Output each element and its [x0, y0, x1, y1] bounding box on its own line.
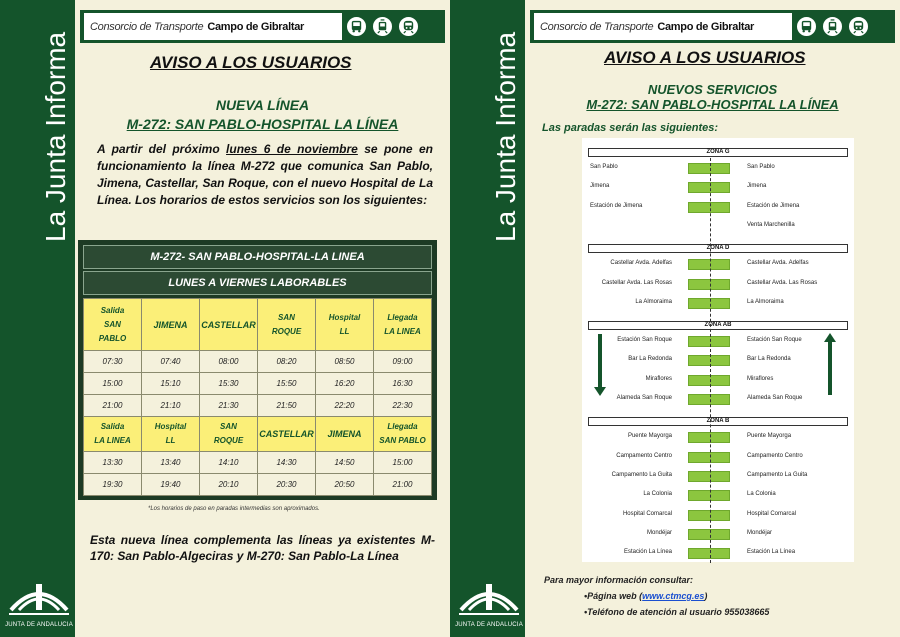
schedule-header-cell: CASTELLAR — [258, 417, 316, 452]
aviso-heading: AVISO A LOS USUARIOS — [604, 48, 806, 67]
stop-marker — [688, 510, 730, 521]
schedule-header-cell: Salida SAN PABLO — [84, 299, 142, 351]
time-cell: 21:50 — [258, 395, 316, 417]
time-cell: 15:00 — [84, 373, 142, 395]
table-row — [84, 373, 432, 395]
stop-marker — [688, 259, 730, 270]
time-cell: 20:50 — [316, 474, 374, 496]
junta-logo — [5, 570, 73, 632]
stop-marker — [688, 336, 730, 347]
stop-marker — [688, 163, 730, 174]
header-banner — [80, 10, 445, 43]
stop-marker — [688, 471, 730, 482]
right-panel — [450, 0, 900, 637]
aviso-heading: AVISO A LOS USUARIOS — [150, 53, 352, 72]
stop-name-return: Estación de Jimena — [747, 202, 800, 209]
stop-name-outbound: La Almoraima — [635, 298, 672, 305]
stop-name-outbound: Campamento Centro — [616, 452, 672, 459]
sidebar-title: La Junta Informa — [490, 31, 521, 242]
zone-label: ZONA D — [588, 244, 848, 253]
schedule-header-cell: Salida LA LINEA — [84, 417, 142, 452]
time-cell: 14:10 — [200, 452, 258, 474]
time-cell: 14:30 — [258, 452, 316, 474]
time-cell: 08:00 — [200, 351, 258, 373]
stop-name-outbound: San Pablo — [590, 164, 618, 170]
time-cell: 22:20 — [316, 395, 374, 417]
stop-name-outbound: Estación de Jimena — [590, 202, 643, 209]
stop-name-return: Miraflores — [747, 375, 774, 382]
stop-name-return: San Pablo — [747, 164, 775, 170]
schedule-header-cell: Hospital LL — [316, 299, 374, 351]
stop-name-outbound: Estación San Roque — [617, 337, 672, 344]
time-cell: 21:00 — [84, 395, 142, 417]
sidebar-title: La Junta Informa — [40, 31, 71, 242]
stop-name-return: Estación San Roque — [747, 337, 802, 344]
schedule-header-row — [84, 299, 432, 351]
time-cell: 19:40 — [142, 474, 200, 496]
stop-name-outbound: Hospital Comarcal — [622, 510, 672, 517]
stop-name-return: Puente Mayorga — [747, 433, 792, 440]
time-cell: 15:10 — [142, 373, 200, 395]
stop-name-outbound: Jimena — [590, 183, 610, 190]
banner-region: Campo de Gibraltar — [657, 20, 755, 33]
arrow-up-icon — [824, 333, 836, 342]
table-row — [84, 474, 432, 496]
stop-marker — [688, 394, 730, 405]
stop-marker — [688, 432, 730, 443]
stop-name-return: Venta Marchenilla — [747, 221, 795, 228]
bus-icon — [795, 15, 818, 38]
time-cell: 20:30 — [258, 474, 316, 496]
time-cell: 08:50 — [316, 351, 374, 373]
junta-emblem-icon — [5, 570, 73, 618]
stop-name-return: Bar La Redonda — [747, 356, 791, 363]
arrow-down-icon — [594, 387, 606, 396]
stop-marker — [688, 355, 730, 366]
info-web: •Página web (www.ctmcg.es) — [584, 591, 708, 601]
schedule-header-cell: Llegada LA LINEA — [374, 299, 432, 351]
schedule-header-cell: Hospital LL — [142, 417, 200, 452]
tram-icon — [821, 15, 844, 38]
time-cell: 21:30 — [200, 395, 258, 417]
logo-text: JUNTA DE ANDALUCIA — [5, 622, 73, 628]
stop-name-outbound: Castellar Avda. Las Rosas — [601, 279, 672, 286]
stop-name-return: Castellar Avda. Las Rosas — [747, 279, 818, 286]
schedule-header-cell: SAN ROQUE — [258, 299, 316, 351]
train-icon — [397, 15, 420, 38]
zone-label: ZONA B — [588, 417, 848, 426]
banner-region: Campo de Gibraltar — [207, 20, 305, 33]
bus-icon — [345, 15, 368, 38]
time-cell: 22:30 — [374, 395, 432, 417]
table-row — [84, 452, 432, 474]
schedule-table — [78, 240, 437, 500]
stop-marker — [688, 548, 730, 559]
stop-marker — [688, 529, 730, 540]
time-cell: 15:00 — [374, 452, 432, 474]
time-cell: 14:50 — [316, 452, 374, 474]
stop-name-outbound: Miraflores — [645, 375, 672, 382]
website-link[interactable]: www.ctmcg.es — [642, 591, 705, 601]
intro-paragraph: A partir del próximo lunes 6 de noviembre se pone en funcionamiento la línea M-272 que comunica San Pablo, Jimena, Castellar, San Roque, con el nuevo Hospital de La Línea. Los horarios de estos servicios son los siguientes: — [97, 142, 433, 207]
stop-name-return: Castellar Avda. Adelfas — [747, 260, 809, 267]
stop-name-outbound: Estación La Línea — [623, 549, 672, 556]
stop-name-return: Campamento La Guita — [747, 471, 808, 478]
stop-name-outbound: Castellar Avda. Adelfas — [610, 260, 672, 267]
header-banner — [530, 10, 895, 43]
time-cell: 21:10 — [142, 395, 200, 417]
junta-logo — [455, 570, 523, 632]
schedule-header-cell: SAN ROQUE — [200, 417, 258, 452]
stop-marker — [688, 202, 730, 213]
stop-marker — [688, 452, 730, 463]
info-phone: •Teléfono de atención al usuario 955038665 — [584, 607, 770, 617]
zone-label: ZONA AB — [588, 321, 848, 330]
time-cell: 16:20 — [316, 373, 374, 395]
nueva-linea-heading: NUEVA LÍNEA — [215, 97, 310, 113]
time-cell: 19:30 — [84, 474, 142, 496]
footer-paragraph: Esta nueva línea complementa las líneas ya existentes M-170: San Pablo-Algeciras y M-270: San Pablo-La Línea — [90, 533, 435, 563]
info-title: Para mayor información consultar: — [544, 575, 694, 585]
stop-marker — [688, 490, 730, 501]
line-title: M-272: SAN PABLO-HOSPITAL LA LÍNEA — [126, 116, 399, 132]
time-cell: 16:30 — [374, 373, 432, 395]
schedule-header-cell: JIMENA — [142, 299, 200, 351]
stop-marker — [688, 182, 730, 193]
time-cell: 07:30 — [84, 351, 142, 373]
stop-name-outbound: Bar La Redonda — [628, 356, 672, 363]
stop-name-return: La Almoraima — [747, 298, 784, 305]
stops-diagram — [582, 138, 854, 562]
time-cell: 08:20 — [258, 351, 316, 373]
schedule-header-row — [84, 417, 432, 452]
stop-marker — [688, 279, 730, 290]
zone-label: ZONA G — [588, 148, 848, 157]
schedule-note: *Los horarios de paso en paradas intermedias son aproximados. — [148, 506, 320, 512]
schedule-subtitle: LUNES A VIERNES LABORABLES — [83, 271, 432, 295]
line-title: M-272: SAN PABLO-HOSPITAL LA LÍNEA — [586, 97, 839, 112]
logo-text: JUNTA DE ANDALUCIA — [455, 622, 523, 628]
schedule-header-cell: JIMENA — [316, 417, 374, 452]
return-arrow — [828, 342, 832, 395]
tram-icon — [371, 15, 394, 38]
time-cell: 07:40 — [142, 351, 200, 373]
banner-org: Consorcio de Transporte — [540, 20, 654, 33]
stop-name-return: Estación La Línea — [747, 549, 796, 556]
time-cell: 13:30 — [84, 452, 142, 474]
table-row — [84, 395, 432, 417]
stop-name-outbound: Mondéjar — [646, 529, 672, 536]
stop-name-outbound: Campamento La Guita — [611, 471, 672, 478]
junta-emblem-icon — [455, 570, 523, 618]
train-icon — [847, 15, 870, 38]
stop-name-return: Mondéjar — [747, 529, 773, 536]
stop-marker — [688, 298, 730, 309]
sidebar — [450, 0, 525, 637]
stop-name-outbound: La Colonia — [643, 491, 672, 498]
time-cell: 13:40 — [142, 452, 200, 474]
table-row — [84, 351, 432, 373]
sidebar — [0, 0, 75, 637]
route-axis — [710, 158, 711, 563]
stop-name-return: La Colonia — [747, 491, 776, 498]
schedule-header-cell: Llegada SAN PABLO — [374, 417, 432, 452]
schedule-header-cell: CASTELLAR — [200, 299, 258, 351]
time-cell: 15:50 — [258, 373, 316, 395]
nuevos-servicios-heading: NUEVOS SERVICIOS — [647, 82, 778, 97]
time-cell: 21:00 — [374, 474, 432, 496]
stop-name-return: Campamento Centro — [747, 452, 803, 459]
stop-name-outbound: Puente Mayorga — [627, 433, 672, 440]
stop-name-return: Alameda San Roque — [747, 395, 803, 401]
outbound-arrow — [598, 334, 602, 387]
stops-intro: Las paradas serán las siguientes: — [542, 122, 719, 134]
stop-name-outbound: Alameda San Roque — [616, 395, 672, 401]
banner-org: Consorcio de Transporte — [90, 20, 204, 33]
schedule-title: M-272- SAN PABLO-HOSPITAL-LA LINEA — [83, 245, 432, 269]
time-cell: 15:30 — [200, 373, 258, 395]
stop-name-return: Jimena — [747, 183, 767, 190]
time-cell: 09:00 — [374, 351, 432, 373]
stop-marker — [688, 375, 730, 386]
time-cell: 20:10 — [200, 474, 258, 496]
stop-name-return: Hospital Comarcal — [747, 510, 797, 517]
start-date: lunes 6 de noviembre — [226, 142, 358, 156]
